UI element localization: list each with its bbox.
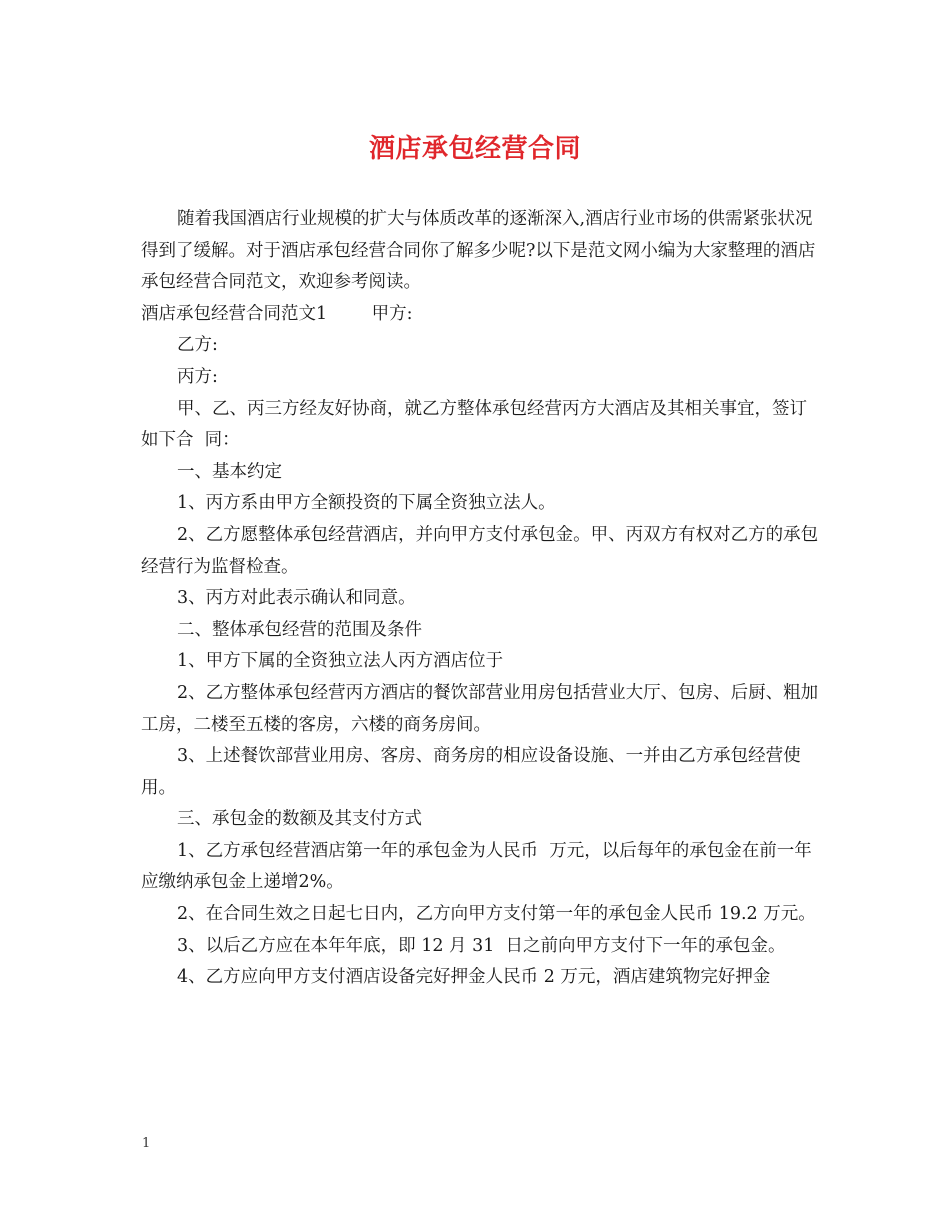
intro-paragraph: 随着我国酒店行业规模的扩大与体质改革的逐渐深入,酒店行业市场的供需紧张状况得到了缓解。对于酒店承包经营合同你了解多少呢?以下是范文网小编为大家整理的酒店承包经营合同范文，欢迎参考阅读。 [141,209,816,293]
section-heading-scope: 二、整体承包经营的范围及条件 [177,619,422,640]
clause-paragraph: 2、乙方愿整体承包经营酒店，并向甲方支付承包金。甲、丙双方有权对乙方的承包经营行为监督检查。 [141,524,819,577]
party-c-line: 丙方: [177,366,218,387]
clause-paragraph: 2、乙方整体承包经营丙方酒店的餐饮部营业用房包括营业大厅、包房、后厨、粗加工房，二楼至五楼的客房，六楼的商务房间。 [141,682,819,735]
clause-paragraph: 3、丙方对此表示确认和同意。 [177,588,416,609]
document-body [141,204,821,994]
clause-paragraph: 1、丙方系由甲方全额投资的下属全资独立法人。 [177,493,556,514]
clause-paragraph: 1、甲方下属的全资独立法人丙方酒店位于 [177,651,504,672]
clause-paragraph: 1、乙方承包经营酒店第一年的承包金为人民币 万元，以后每年的承包金在前一年应缴纳承包金上递增2%。 [141,840,812,893]
party-b-line: 乙方: [177,335,218,356]
page-number: 1 [142,1136,151,1151]
clause-paragraph: 3、上述餐饮部营业用房、客房、商务房的相应设备设施、一并由乙方承包经营使用。 [141,746,801,798]
section-heading-basic: 一、基本约定 [177,461,282,482]
section-heading-payment: 三、承包金的数额及其支付方式 [177,809,422,830]
contract-heading-party-a: 酒店承包经营合同范文1 甲方: [141,303,413,324]
clause-paragraph: 4、乙方应向甲方支付酒店设备完好押金人民币 2 万元，酒店建筑物完好押金 [177,967,771,988]
agreement-preamble: 甲、乙、丙三方经友好协商，就乙方整体承包经营丙方大酒店及其相关事宜，签订如下合 同： [141,398,807,451]
clause-paragraph: 2、在合同生效之日起七日内，乙方向甲方支付第一年的承包金人民币 19.2 万元。 [177,904,816,925]
clause-paragraph: 3、以后乙方应在本年年底，即 12 月 31 日之前向甲方支付下一年的承包金。 [177,935,786,956]
document-title: 酒店承包经营合同 [368,134,581,164]
